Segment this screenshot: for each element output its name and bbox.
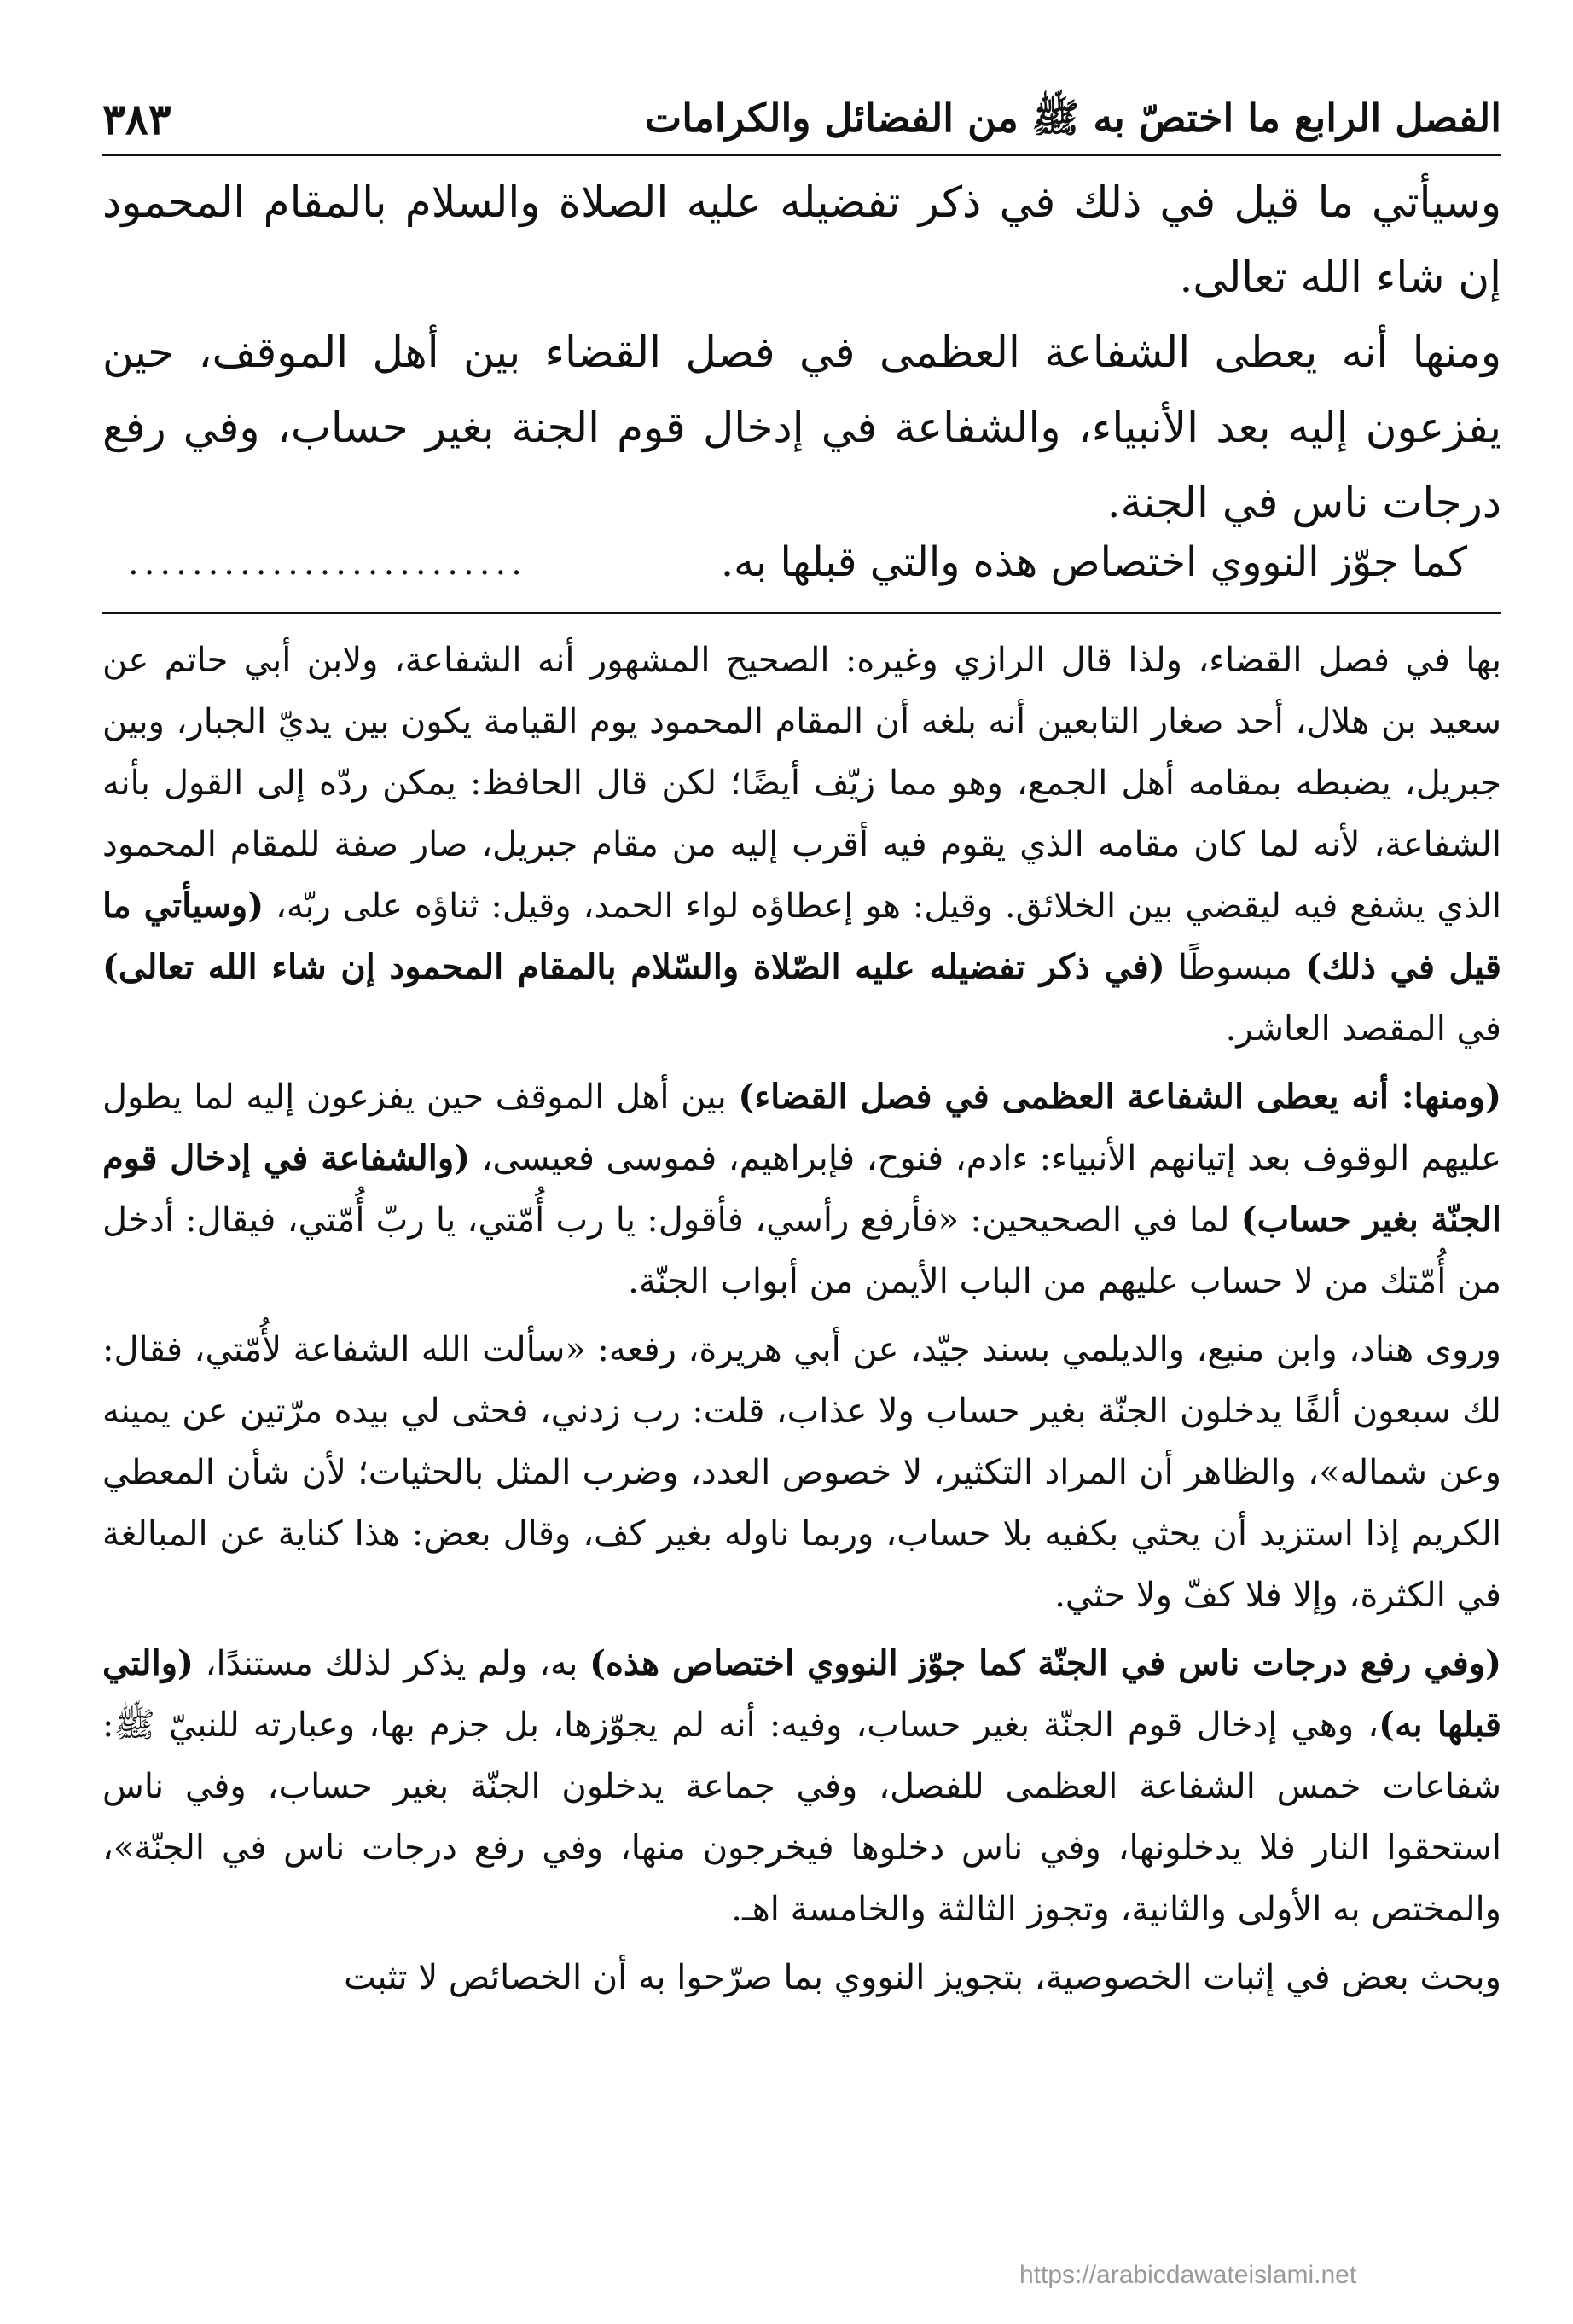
main-text (102, 165, 1501, 540)
page-header (102, 85, 1501, 156)
commentary-run: ، وهي إدخال قوم الجنّة بغير حساب، وفيه: أنه لم يجوّزها، بل جزم بها، وعبارته للنبيّ ﷺ: شفاعات خمس الشفاعة العظمى للفصل، وفي جماعة يدخلون الجنّة بغير حساب، وفي ناس استحقوا النار فلا يدخلونها، وفي ناس دخلوها فيخرجون منها، وفي رفع درجات ناس في الجنّة»، والمختص به الأولى والثانية، وتجوز الثالثة والخامسة اهـ. (102, 1705, 1501, 1929)
commentary-paragraph (102, 1066, 1501, 1312)
commentary-run: في المقصد العاشر. (1225, 1009, 1501, 1049)
commentary-text (102, 630, 1501, 2008)
page-number: ٣٨٣ (102, 94, 171, 144)
quoted-main-text: (وسيأتي ما قيل في ذلك) (102, 886, 1502, 987)
quoted-main-text: (والتي قبلها به) (102, 1643, 1501, 1745)
main-text-paragraph: ومنها أنه يعطى الشفاعة العظمى في فصل القضاء بين أهل الموقف، حين يفزعون إليه بعد الأنبياء، والشفاعة في إدخال قوم الجنة بغير حساب، وفي رفع درجات ناس في الجنة. (102, 328, 1501, 527)
book-page (102, 85, 1501, 2015)
main-text-continuation-divider (102, 538, 1501, 614)
quoted-main-text: (ومنها: أنه يعطى الشفاعة العظمى في فصل القضاء) (738, 1077, 1501, 1117)
continuation-text: كما جوّز النووي اختصاص هذه والتي قبلها به. (720, 538, 1467, 586)
quoted-main-text: (في ذكر تفضيله عليه الصّلاة والسّلام بالمقام المحمود إن شاء الله تعالى) (102, 947, 1165, 987)
commentary-run: بين أهل الموقف حين يفزعون إليه لما يطول عليهم الوقوف بعد إتيانهم الأنبياء: ءادم، فنوح، فإبراهيم، فموسى فعيسى، (102, 1078, 1501, 1178)
chapter-title: الفصل الرابع ما اختصّ به ﷺ من الفضائل والكرامات (644, 95, 1501, 141)
commentary-run: بها في فصل القضاء، ولذا قال الرازي وغيره: الصحيح المشهور أنه الشفاعة، ولابن أبي حاتم عن سعيد بن هلال، أحد صغار التابعين أنه بلغه أن المقام المحمود يوم القيامة يكون بين يديّ الجبار، وبين جبريل، يضبطه بمقامه أهل الجمع، وهو مما زيّف أيضًا؛ لكن قال الحافظ: يمكن ردّه إلى القول بأنه الشفاعة، لأنه لما كان مقامه الذي يقوم فيه أقرب إليه من مقام جبريل، صار صفة للمقام المحمود الذي يشفع فيه ليقضي بين الخلائق. وقيل: هو إعطاؤه لواء الحمد، وقيل: ثناؤه على ربّه، (102, 641, 1501, 926)
quoted-main-text: (والشفاعة في إدخال قوم الجنّة بغير حساب) (102, 1138, 1501, 1240)
main-text-paragraph: وسيأتي ما قيل في ذلك في ذكر تفضيله عليه الصلاة والسلام بالمقام المحمود إن شاء الله تعالى. (102, 177, 1501, 302)
commentary-paragraph (102, 1633, 1501, 1940)
commentary-paragraph (102, 630, 1501, 1060)
commentary-run: به، ولم يذكر لذلك مستندًا، (193, 1644, 590, 1683)
continuation-dots: ......................... (128, 543, 527, 583)
quoted-main-text: (وفي رفع درجات ناس في الجنّة كما جوّز النووي اختصاص هذه) (589, 1643, 1501, 1683)
watermark-url: https://arabicdawateislami.net (1019, 2261, 1357, 2289)
commentary-paragraph: وبحث بعض في إثبات الخصوصية، بتجويز النووي بما صرّحوا به أن الخصائص لا تثبت (344, 1958, 1501, 1997)
commentary-run: مبسوطًا (1164, 948, 1306, 987)
commentary-run: لما في الصحيحين: «فأرفع رأسي، فأقول: يا رب أُمّتي، يا ربّ أُمّتي، فيقال: أدخل من أُمّتك من لا حساب عليهم من الباب الأيمن من أبواب الجنّة. (102, 1200, 1501, 1301)
commentary-paragraph: وروى هناد، وابن منيع، والديلمي بسند جيّد، عن أبي هريرة، رفعه: «سألت الله الشفاعة لأُمّتي، فقال: لك سبعون ألفًا يدخلون الجنّة بغير حساب ولا عذاب، قلت: رب زدني، فحثى لي بيده مرّتين عن يمينه وعن شماله»، والظاهر أن المراد التكثير، لا خصوص العدد، وضرب المثل بالحثيات؛ لأن شأن المعطي الكريم إذا استزيد أن يحثي بكفيه بلا حساب، وربما ناوله بغير كف، وقال بعض: هذا كناية عن المبالغة في الكثرة، وإلا فلا كفّ ولا حثي. (102, 1330, 1501, 1615)
